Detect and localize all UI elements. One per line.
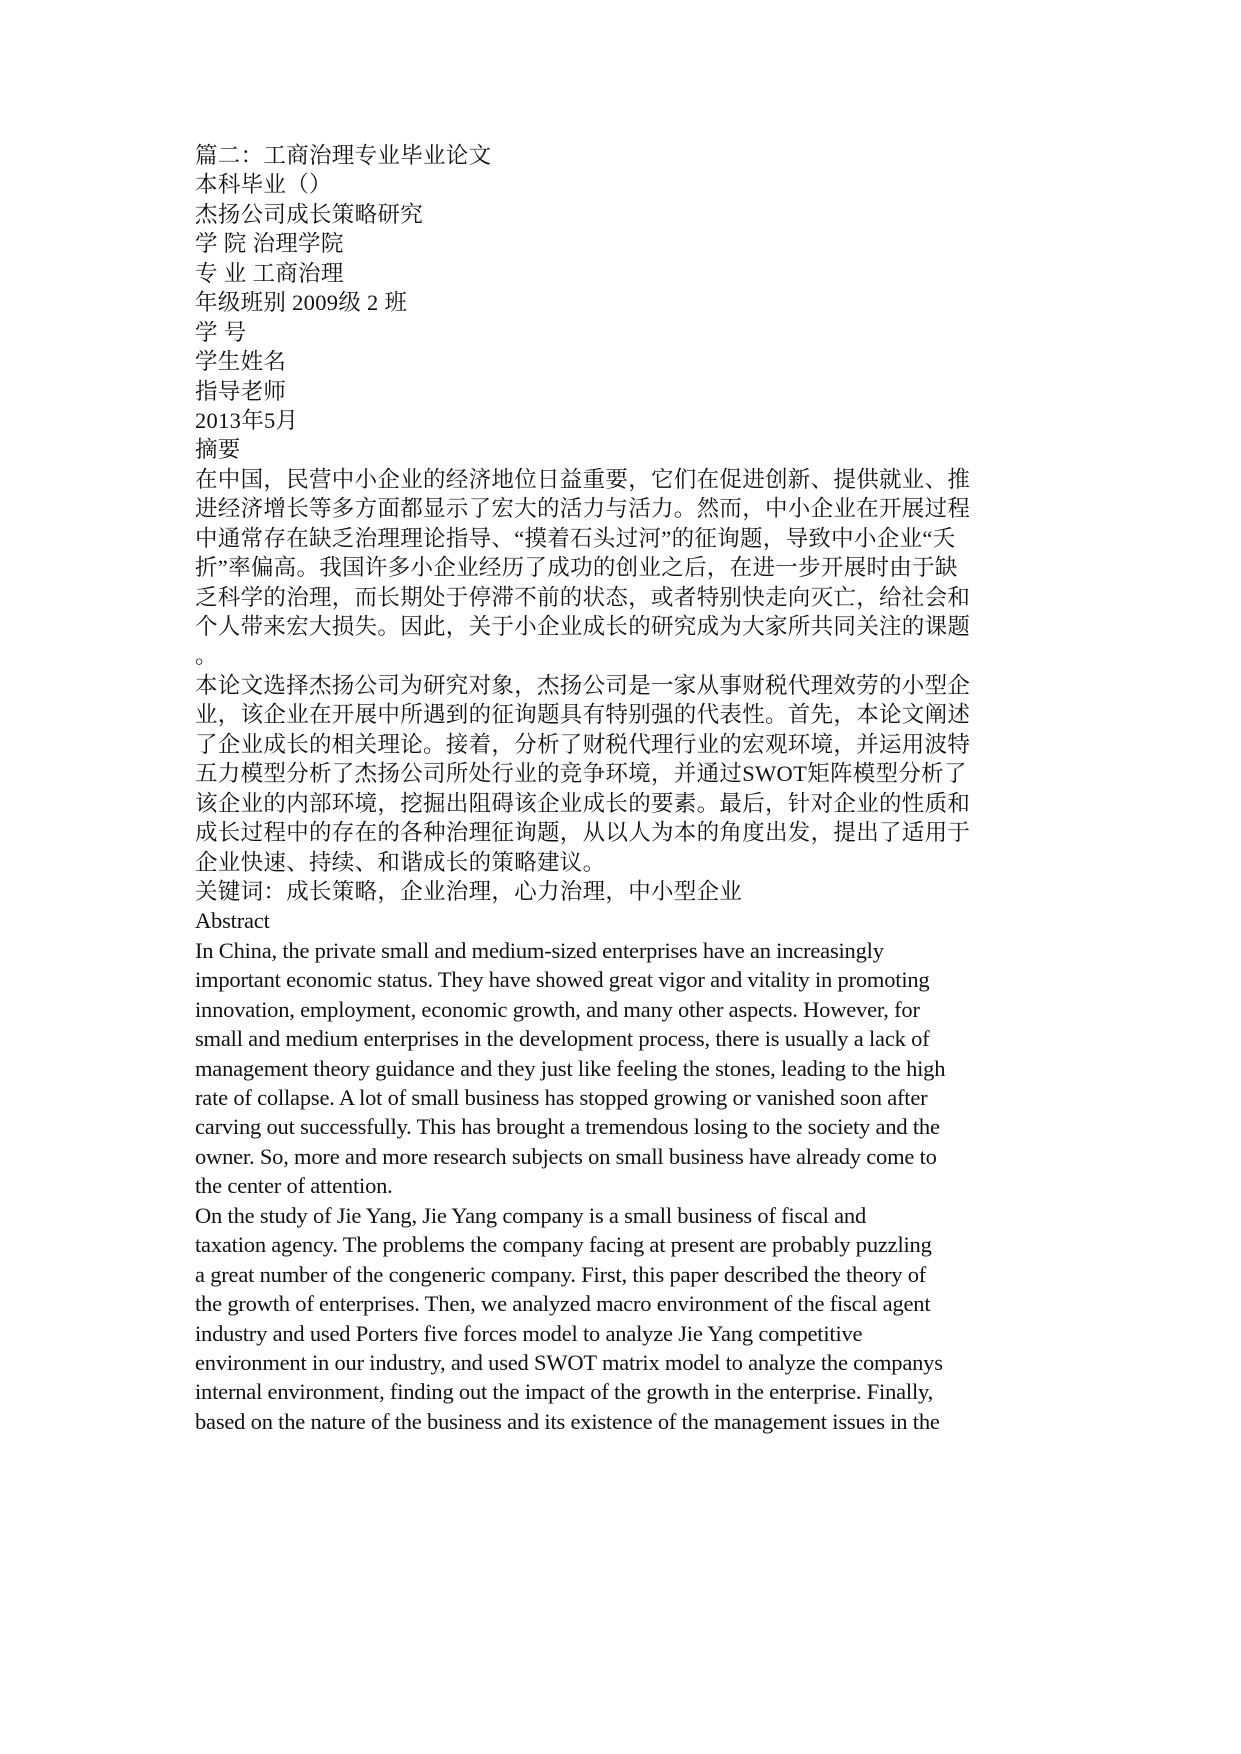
info-college: 学 院 治理学院 (195, 231, 344, 257)
text-line: important economic status. They have showed great vigor and vitality in promoting (195, 967, 930, 993)
text-line: small and medium enterprises in the development process, there is usually a lack of (195, 1026, 930, 1052)
text-line: rate of collapse. A lot of small business has stopped growing or vanished soon after (195, 1085, 928, 1110)
document-heading: 篇二：工商治理专业毕业论文 (195, 143, 492, 168)
text-line: owner. So, more and more research subjects on small business have already come to (195, 1143, 937, 1169)
text-line: 乏科学的治理，而长期处于停滞不前的状态，或者特别快走向灭亡，给社会和 (195, 584, 971, 610)
text-line: 成长过程中的存在的各种治理征询题，从以人为本的角度出发，提出了适用于 (195, 820, 971, 846)
text-line: management theory guidance and they just like feeling the stones, leading to the high (195, 1055, 946, 1081)
text-line: On the study of Jie Yang, Jie Yang company is a small business of fiscal and (195, 1202, 866, 1228)
text-line: 进经济增长等多方面都显示了宏大的活力与活力。然而，中小企业在开展过程 (195, 496, 971, 522)
text-line: 折”率偏高。我国许多小企业经历了成功的创业之后，在进一步开展时由于缺 (195, 555, 958, 581)
text-line: 本论文选择杰扬公司为研究对象，杰扬公司是一家从事财税代理效劳的小型企 (195, 672, 971, 698)
abstract-en-paragraph-2 (195, 1201, 1055, 1437)
text-line: environment in our industry, and used SWOT matrix model to analyze the companys (195, 1349, 943, 1375)
text-line: 。 (195, 643, 218, 669)
abstract-cn-heading: 摘要 (195, 437, 241, 463)
info-major: 专 业 工商治理 (195, 260, 344, 286)
abstract-cn-paragraph-1 (195, 465, 1055, 671)
keywords-cn: 关键词：成长策略，企业治理，心力治理，中小型企业 (195, 878, 743, 904)
abstract-cn-paragraph-2 (195, 671, 1055, 877)
document-subtitle: 本科毕业（） (195, 172, 332, 198)
text-line: 企业快速、持续、和谐成长的策略建议。 (195, 849, 606, 875)
thesis-title: 杰扬公司成长策略研究 (195, 201, 424, 227)
text-line: 业，该企业在开展中所遇到的征询题具有特别强的代表性。首先，本论文阐述 (195, 702, 971, 728)
text-line: In China, the private small and medium-sized enterprises have an increasingly (195, 937, 884, 963)
info-class: 年级班别 2009级 2 班 (195, 290, 408, 316)
text-line: 个人带来宏大损失。因此，关于小企业成长的研究成为大家所共同关注的课题 (195, 614, 971, 639)
info-student-name: 学生姓名 (195, 349, 287, 375)
text-line: 五力模型分析了杰扬公司所处行业的竞争环境，并通过SWOT矩阵模型分析了 (195, 761, 967, 787)
abstract-en-paragraph-1 (195, 936, 1055, 1201)
text-line: internal environment, finding out the impact of the growth in the enterprise. Finally, (195, 1379, 934, 1405)
text-line: 该企业的内部环境，挖掘出阻碍该企业成长的要素。最后，针对企业的性质和 (195, 790, 971, 816)
info-date: 2013年5月 (195, 407, 299, 433)
info-advisor: 指导老师 (195, 378, 287, 404)
text-line: 在中国，民营中小企业的经济地位日益重要，它们在促进创新、提供就业、推 (195, 466, 971, 492)
info-student-id: 学 号 (195, 319, 247, 345)
text-line: the growth of enterprises. Then, we analyzed macro environment of the fiscal agent (195, 1291, 931, 1317)
text-line: the center of attention. (195, 1173, 393, 1199)
abstract-en-heading: Abstract (195, 908, 270, 934)
text-line: 了企业成长的相关理论。接着，分析了财税代理行业的宏观环境，并运用波特 (195, 731, 971, 757)
text-line: 中通常存在缺乏治理理论指导、“摸着石头过河”的征询题，导致中小企业“夭 (195, 525, 956, 551)
text-line: based on the nature of the business and its existence of the management issues in the (195, 1408, 940, 1434)
text-line: taxation agency. The problems the company facing at present are probably puzzling (195, 1232, 932, 1258)
document-page (195, 141, 1055, 1436)
text-line: industry and used Porters five forces model to analyze Jie Yang competitive (195, 1320, 863, 1346)
text-line: innovation, employment, economic growth, and many other aspects. However, for (195, 996, 920, 1022)
text-line: carving out successfully. This has brought a tremendous losing to the society and the (195, 1114, 940, 1140)
text-line: a great number of the congeneric company. First, this paper described the theory of (195, 1261, 927, 1287)
cover-info (195, 229, 1055, 435)
